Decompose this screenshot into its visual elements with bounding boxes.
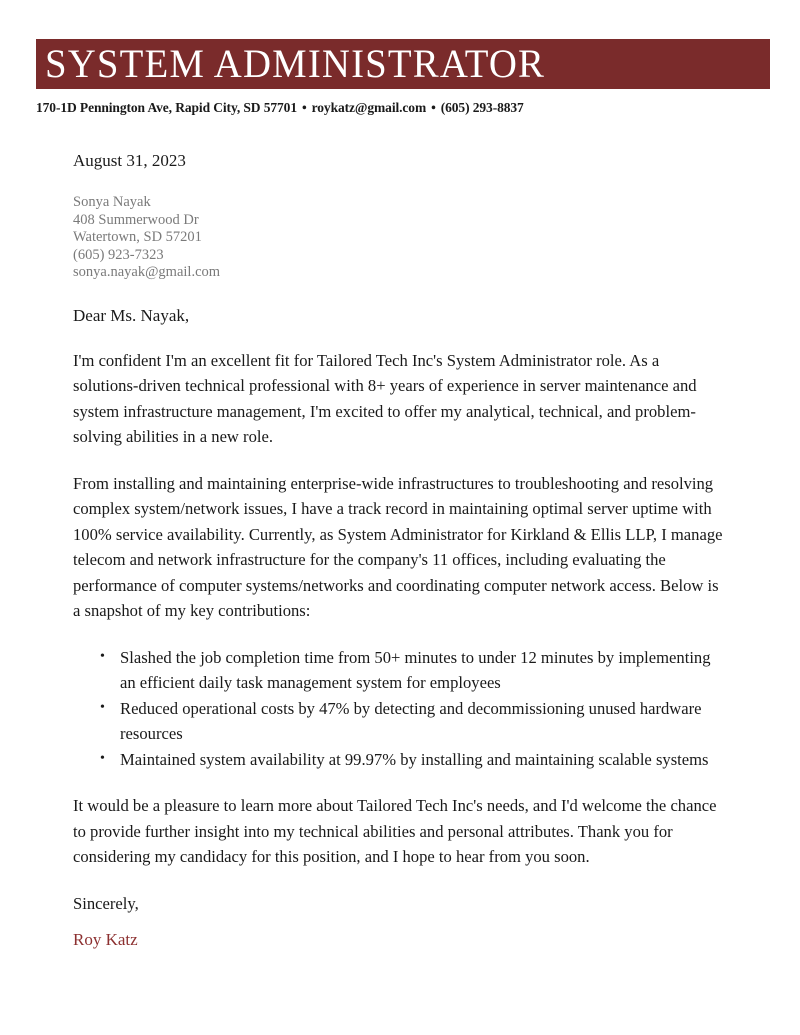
salutation: Dear Ms. Nayak,	[73, 305, 190, 325]
list-item: • Slashed the job completion time from 50+ minutes to under 12 minutes by implementing an efficient daily task management system for employees	[73, 645, 723, 696]
contact-address: 170-1D Pennington Ave, Rapid City, SD 57701	[36, 100, 297, 115]
signature-name: Roy Katz	[73, 930, 138, 950]
recipient-address-block	[73, 194, 723, 282]
recipient-phone: (605) 923-7323	[73, 246, 164, 263]
recipient-email: sonya.nayak@gmail.com	[73, 264, 221, 281]
letter-date: August 31, 2023	[73, 151, 186, 170]
recipient-city-state-zip: Watertown, SD 57201	[73, 229, 202, 246]
page-title: SYSTEM ADMINISTRATOR	[45, 41, 546, 86]
contact-separator-1: •	[301, 100, 307, 115]
header-banner	[36, 39, 770, 89]
letter-body	[73, 150, 723, 952]
recipient-street: 408 Summerwood Dr	[73, 211, 199, 228]
list-item: • Maintained system availability at 99.97% by installing and maintaining scalable systems	[73, 747, 723, 773]
contact-phone: (605) 293-8837	[440, 100, 524, 115]
body-paragraph-1: I'm confident I'm an excellent fit for Tailored Tech Inc's System Administrator role. As a solutions-driven technical professional with 8+ years of experience in server maintenance and system infrastructure management, I'm excited to offer my analytical, technical, and problem-solving abilities in a new role.	[73, 350, 697, 447]
contact-info-line	[36, 100, 524, 116]
list-item: • Reduced operational costs by 47% by detecting and decommissioning unused hardware resources	[73, 696, 723, 747]
valediction: Sincerely,	[73, 893, 139, 913]
contact-email: roykatz@gmail.com	[311, 100, 427, 115]
closing-paragraph: It would be a pleasure to learn more about Tailored Tech Inc's needs, and I'd welcome the chance to provide further insight into my technical abilities and personal attributes. Thank you for considering my candidacy for this position, and I hope to hear from you soon.	[73, 796, 717, 867]
recipient-name: Sonya Nayak	[73, 194, 151, 210]
achievements-list	[73, 645, 723, 773]
contact-separator-2: •	[431, 100, 436, 115]
body-paragraph-2: From installing and maintaining enterprise-wide infrastructures to troubleshooting and resolving complex system/network issues, I have a track record in maintaining optimal server uptime with 100% service availability. Currently, as System Administrator for Kirkland & Ellis LLP, I manage telecom and network infrastructure for the company's 11 offices, including evaluating the performance of computer systems/networks and coordinating computer network access. Below is a snapshot of my key contributions:	[73, 473, 723, 621]
